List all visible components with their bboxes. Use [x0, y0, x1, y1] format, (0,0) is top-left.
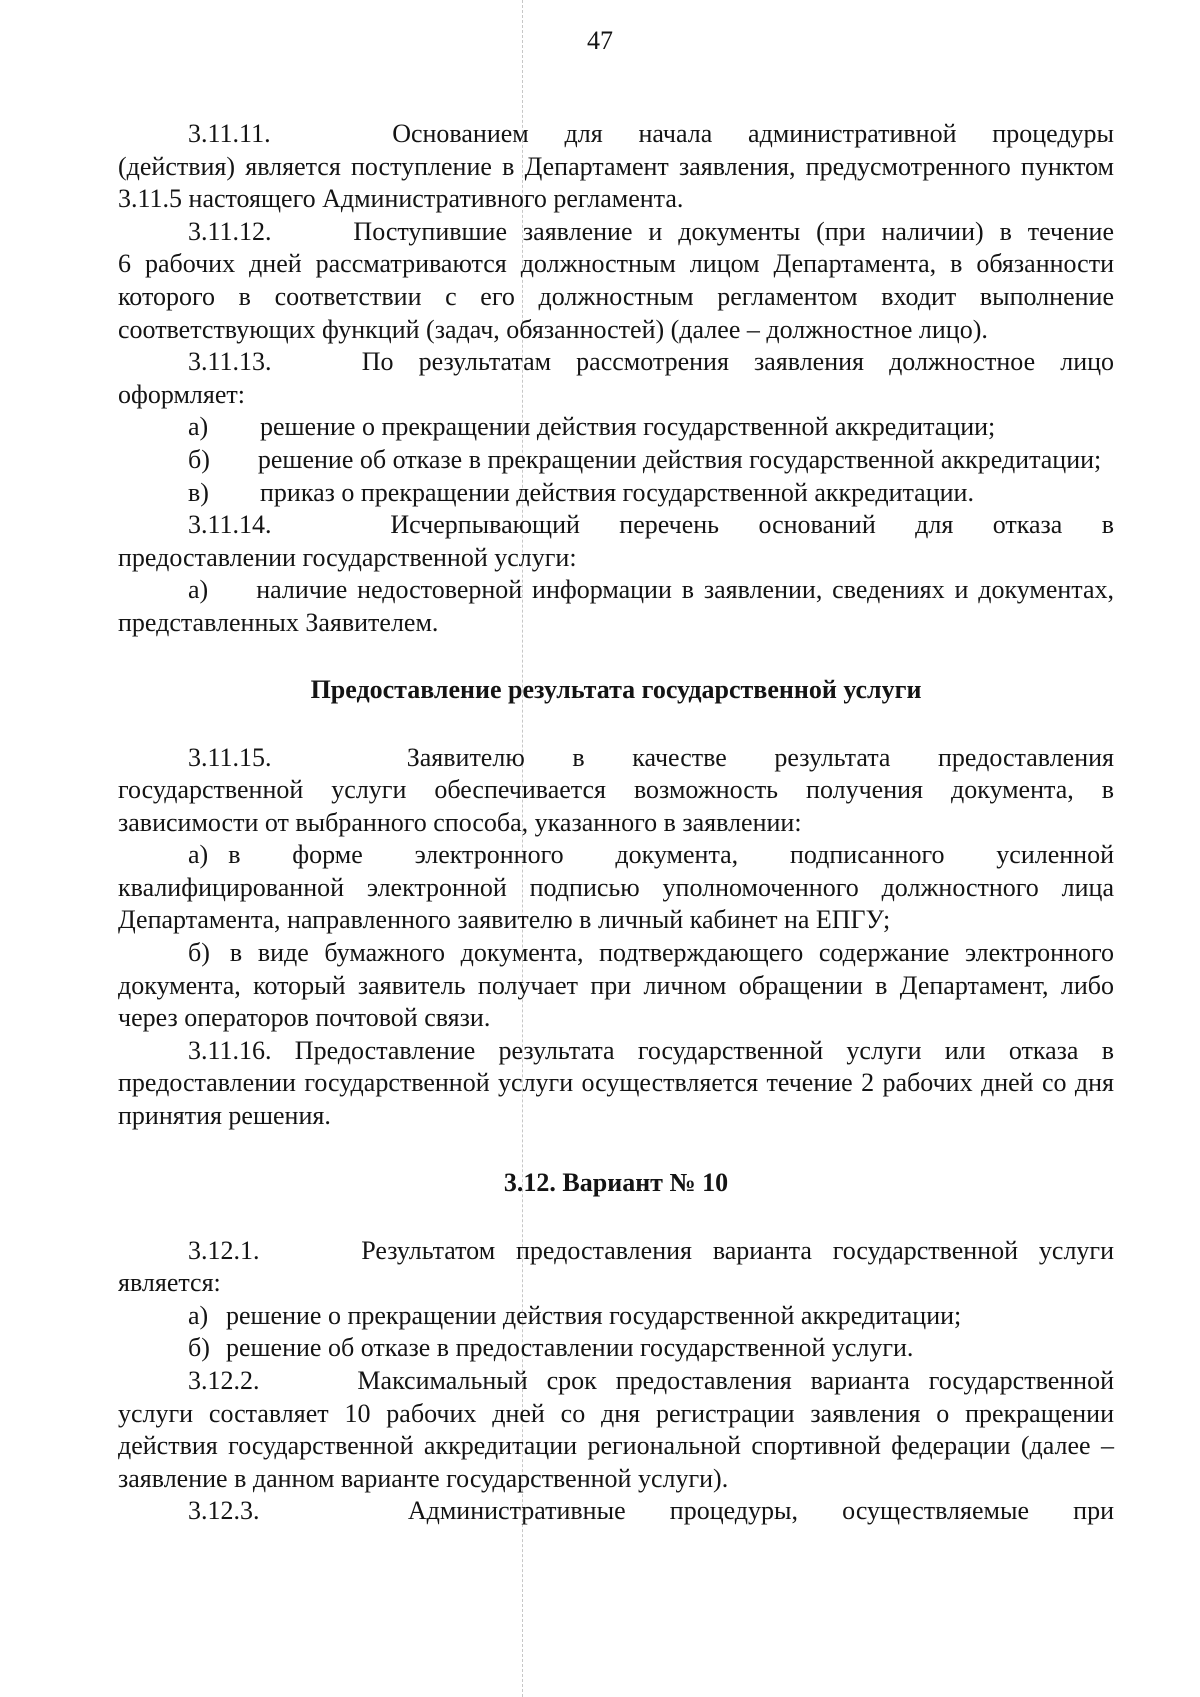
list-item — [118, 574, 1114, 639]
para-3-11-16: 3.11.16. Предоставление результата государственной услуги или отказа в предоставлении государственной услуги осуществляется течение 2 рабочих дней со дня принятия решения. — [118, 1035, 1114, 1131]
clause-text: Максимальный срок предоставления варианта государственной — [357, 1366, 1114, 1395]
list-marker: б) — [188, 938, 210, 968]
clause-number: 3.11.14. — [188, 510, 272, 540]
section-heading-variant: 3.12. Вариант № 10 — [503, 1167, 729, 1197]
list-item — [118, 477, 1114, 510]
document-body — [118, 118, 1114, 1528]
clause-number: 3.12.2. — [188, 1366, 260, 1395]
clause-number: 3.12.1. — [188, 1235, 260, 1265]
list-text: решение о прекращении действия государственной аккредитации; — [260, 412, 996, 442]
list-text: решение о прекращении действия государственной аккредитации; — [226, 1300, 962, 1330]
list-item — [118, 1332, 1114, 1365]
clause-text: Результатом предоставления варианта государственной услуги — [361, 1235, 1114, 1265]
para-3-11-15-line1 — [118, 742, 1114, 775]
list-marker: а) — [188, 575, 209, 605]
para-3-11-15-rest: государственной услуги обеспечивается возможность получения документа, в зависимости от выбранного способа, указанного в заявлении: — [118, 775, 1114, 837]
clause-number: 3.11.11. — [188, 119, 271, 148]
para-3-11-14-rest: предоставлении государственной услуги: — [118, 542, 577, 572]
clause-number: 3.11.12. — [188, 216, 272, 246]
para-3-11-11-rest: (действия) является поступление в Департамент заявления, предусмотренного пунктом 3.11.5 настоящего Административного регламента. — [118, 151, 1114, 214]
para-3-11-12-line1 — [118, 216, 1114, 249]
list-item — [118, 1300, 1114, 1333]
section-heading-result: Предоставление результата государственной услуги — [310, 674, 922, 704]
para-3-11-11-line1 — [118, 118, 1114, 151]
list-text: решение об отказе в предоставлении государственной услуги. — [226, 1333, 914, 1363]
list-marker: а) — [188, 1300, 209, 1330]
list-text: решение об отказе в прекращении действия государственной аккредитации; — [257, 444, 1102, 474]
list-item — [118, 444, 1114, 477]
para-3-12-1-rest: является: — [118, 1268, 221, 1298]
list-text: в виде бумажного документа, подтверждающего содержание электронного документа, который заявитель получает при личном обращении в Департамент, либо через операторов почтовой связи. — [118, 938, 1114, 1033]
clause-text: Основанием для начала административной процедуры — [392, 119, 1115, 148]
para-3-11-13-line1 — [118, 346, 1114, 379]
para-3-12-1-line1 — [118, 1235, 1114, 1268]
list-marker: б) — [188, 444, 210, 474]
para-3-12-2-line1 — [118, 1365, 1114, 1398]
para-3-11-13-rest: оформляет: — [118, 379, 245, 409]
para-3-12-2-rest: услуги составляет 10 рабочих дней со дня регистрации заявления о прекращении действия государственной аккредитации региональной спортивной федерации (далее – заявление в данном варианте государственной услуги). — [118, 1398, 1114, 1493]
para-3-12-3-line1 — [118, 1495, 1114, 1528]
clause-text: Поступившие заявление и документы (при наличии) в течение — [353, 216, 1115, 246]
list-item — [118, 937, 1114, 1035]
clause-text: По результатам рассмотрения заявления должностное лицо — [361, 347, 1115, 377]
para-3-11-14-line1 — [118, 509, 1114, 542]
clause-number: 3.12.3. — [188, 1496, 260, 1526]
list-item — [118, 411, 1114, 444]
para-3-11-12-rest: 6 рабочих дней рассматриваются должностным лицом Департамента, в обязанности которого в соответствии с его должностным регламентом входит выполнение соответствующих функций (задач, обязанностей) (далее – должностное лицо). — [118, 249, 1114, 344]
list-text: приказ о прекращении действия государственной аккредитации. — [260, 477, 974, 507]
list-item — [118, 839, 1114, 937]
clause-text: Административные процедуры, осуществляемые при — [407, 1496, 1114, 1526]
clause-number: 3.11.15. — [188, 742, 272, 772]
list-text: наличие недостоверной информации в заявлении, сведениях и документах, представленных Заявителем. — [118, 575, 1114, 637]
list-text: в форме электронного документа, подписанного усиленной квалифицированной электронной подписью уполномоченного должностного лица Департамента, направленного заявителю в личный кабинет на ЕПГУ; — [118, 840, 1114, 935]
clause-text: Заявителю в качестве результата предоставления — [406, 742, 1114, 772]
list-marker: а) — [188, 412, 209, 442]
clause-text: Исчерпывающий перечень оснований для отказа в — [390, 510, 1115, 540]
list-marker: б) — [188, 1333, 210, 1363]
clause-number: 3.11.13. — [188, 347, 272, 377]
list-marker: а) — [188, 840, 209, 870]
page-number: 47 — [587, 26, 613, 55]
list-marker: в) — [188, 477, 209, 507]
